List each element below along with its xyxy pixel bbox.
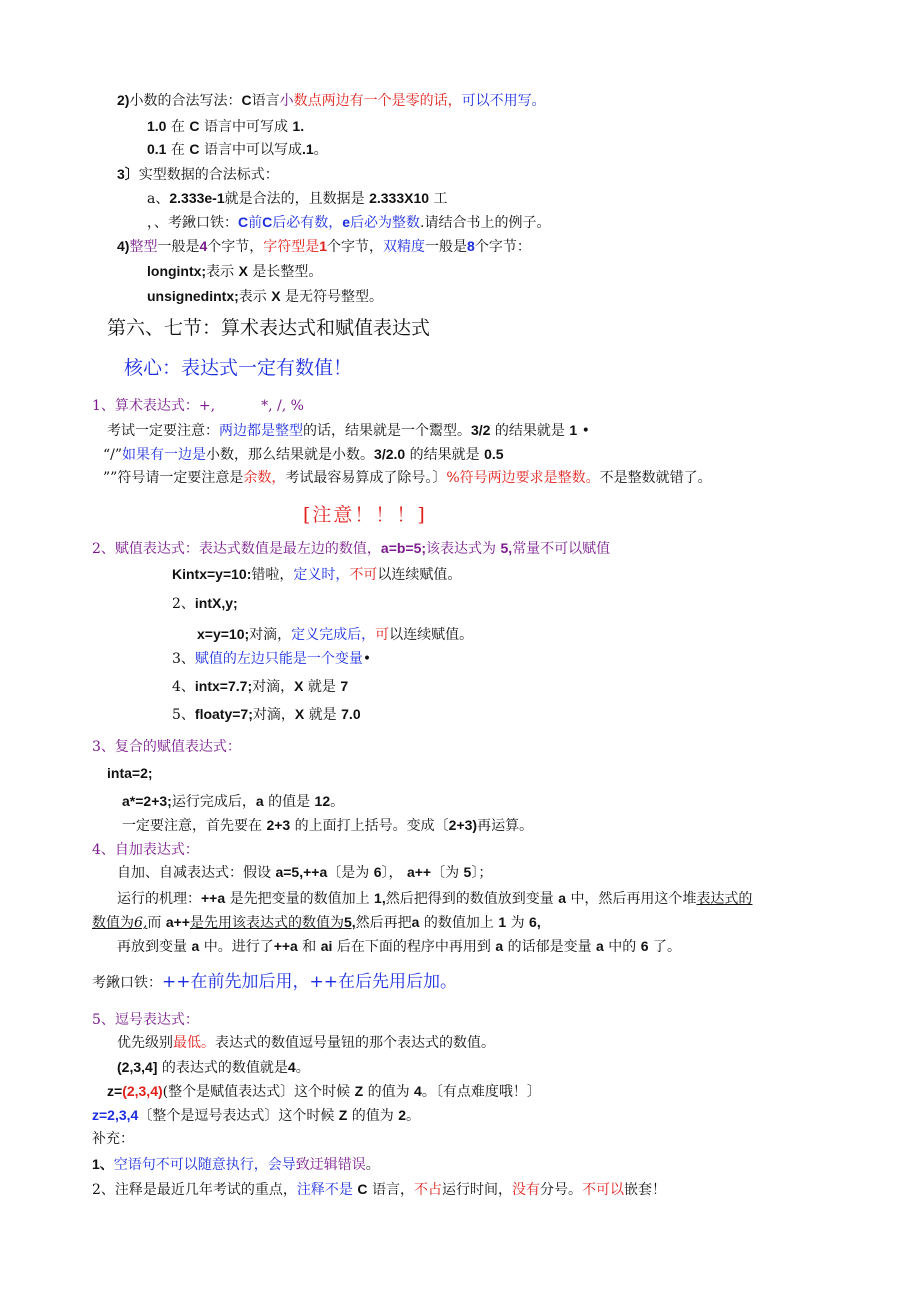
comma-title: 5、逗号表达式： bbox=[92, 1012, 199, 1028]
arith-title: 1、算术表达式：+, *, /, % bbox=[92, 398, 304, 414]
supplement-item-2: 2、注释是最近几年考试的重点，注释不是 C 语言，不占运行时间，没有分号。不可以嵌套！ bbox=[92, 1181, 666, 1198]
comma-example-1: (2,3,4] 的表达式的数值就是4。 bbox=[117, 1059, 310, 1076]
line-long-int: longintx;表示 X 是长整型。 bbox=[147, 263, 323, 280]
compound-example: a*=2+3;运行完成后，a 的值是 12。 bbox=[122, 793, 345, 810]
increment-intro: 自加、自减表达式：假设 a=5,++a〔是为 6〕， a++〔为 5〕； bbox=[117, 864, 493, 881]
supplement-title: 补充： bbox=[92, 1131, 134, 1147]
increment-mechanism-3: 再放到变量 a 中。进行了++a 和 ai 后在下面的程序中再用到 a 的话郁是变量 a 中的 6 了。 bbox=[117, 938, 681, 955]
assign-example-3: 3、赋值的左边只能是一个变量• bbox=[172, 651, 372, 667]
compound-decl: inta=2; bbox=[107, 765, 153, 781]
assign-example-1: Kintx=y=10:错啦，定义时，不可以连续赋值。 bbox=[172, 566, 462, 583]
increment-mnemonic: 考鍬口铁：++在前先加后用，++在后先用后加。 bbox=[92, 972, 457, 992]
line-decimal-rule: 2)小数的合法写法：C语言小数点两边有一个是零的话，可以不用写。 bbox=[117, 92, 546, 109]
line-real-rule: 3〕实型数据的合法标式： bbox=[117, 166, 279, 183]
assign-example-2b: x=y=10;对滴，定义完成后，可以连续赋值。 bbox=[197, 626, 474, 643]
line-real-mnemonic: ，、考鍬口铁：C前C后必有数，e后必为整数.请结合书上的例子。 bbox=[147, 214, 551, 231]
assign-example-5: 5、floaty=7;对滴，X 就是 7.0 bbox=[172, 706, 361, 723]
core-statement: 核心：表达式一定有数值！ bbox=[124, 357, 353, 379]
compound-note: 一定要注意，首先要在 2+3 的上面打上括号。变成〔2+3)再运算。 bbox=[122, 817, 534, 834]
line-real-example: a、2.333e-1就是合法的，且数据是 2.333X10 工 bbox=[147, 190, 448, 207]
assign-example-4: 4、intx=7.7;对滴，X 就是 7 bbox=[172, 678, 349, 695]
increment-mechanism-1: 运行的机理：++a 是先把变量的数值加上 1,然后把得到的数值放到变量 a 中，然后再用这个堆表达式的 bbox=[117, 890, 753, 907]
line-byte-sizes: 4)整型一般是4个字节，字符型是1个字节，双精度一般是8个字节： bbox=[117, 238, 531, 255]
compound-title: 3、复合的赋值表达式： bbox=[92, 739, 241, 755]
attention-banner: [注意！！！] bbox=[303, 504, 427, 526]
arith-note-3: ””符号请一定要注意是余数，考试最容易算成了除号。〕%符号两边要求是整数。不是整数就错了。 bbox=[103, 470, 712, 486]
increment-title: 4、自加表达式： bbox=[92, 842, 199, 858]
increment-mechanism-2: 数值为6,而 a++是先用该表达式的数值为5,然后再把a 的数值加上 1 为 6, bbox=[92, 914, 541, 931]
assign-title: 2、赋值表达式：表达式数值是最左边的数值，a=b=5;该表达式为 5,常量不可以赋值 bbox=[92, 540, 611, 557]
arith-note-2: “/”如果有一边是小数，那么结果就是小数。3/2.0 的结果就是 0.5 bbox=[103, 446, 504, 463]
line-decimal-example-1: 1.0 在 C 语言中可写成 1. bbox=[147, 118, 305, 135]
line-decimal-example-2: 0.1 在 C 语言中可以写成.1。 bbox=[147, 141, 328, 158]
comma-priority: 优先级别最低。表达式的数值逗号量钮的那个表达式的数值。 bbox=[117, 1035, 495, 1051]
supplement-item-1: 1、空语句不可以随意执行，会导致迂辑错误。 bbox=[92, 1156, 380, 1173]
arith-note-1: 考试一定要注意：两边都是整型的话，结果就是一个鬻型。3/2 的结果就是 1 • bbox=[107, 422, 590, 439]
line-unsigned-int: unsignedintx;表示 X 是无符号整型。 bbox=[147, 288, 384, 305]
section-heading: 第六、七节：算术表达式和赋值表达式 bbox=[107, 317, 431, 339]
comma-example-3: z=2,3,4〔整个是逗号表达式〕这个时候 Z 的值为 2。 bbox=[92, 1107, 421, 1124]
comma-example-2: z=(2,3,4)(整个是赋值表达式〕这个时候 Z 的值为 4。〔有点难度哦！〕 bbox=[107, 1083, 541, 1100]
assign-example-2: 2、intX,y; bbox=[172, 595, 238, 612]
